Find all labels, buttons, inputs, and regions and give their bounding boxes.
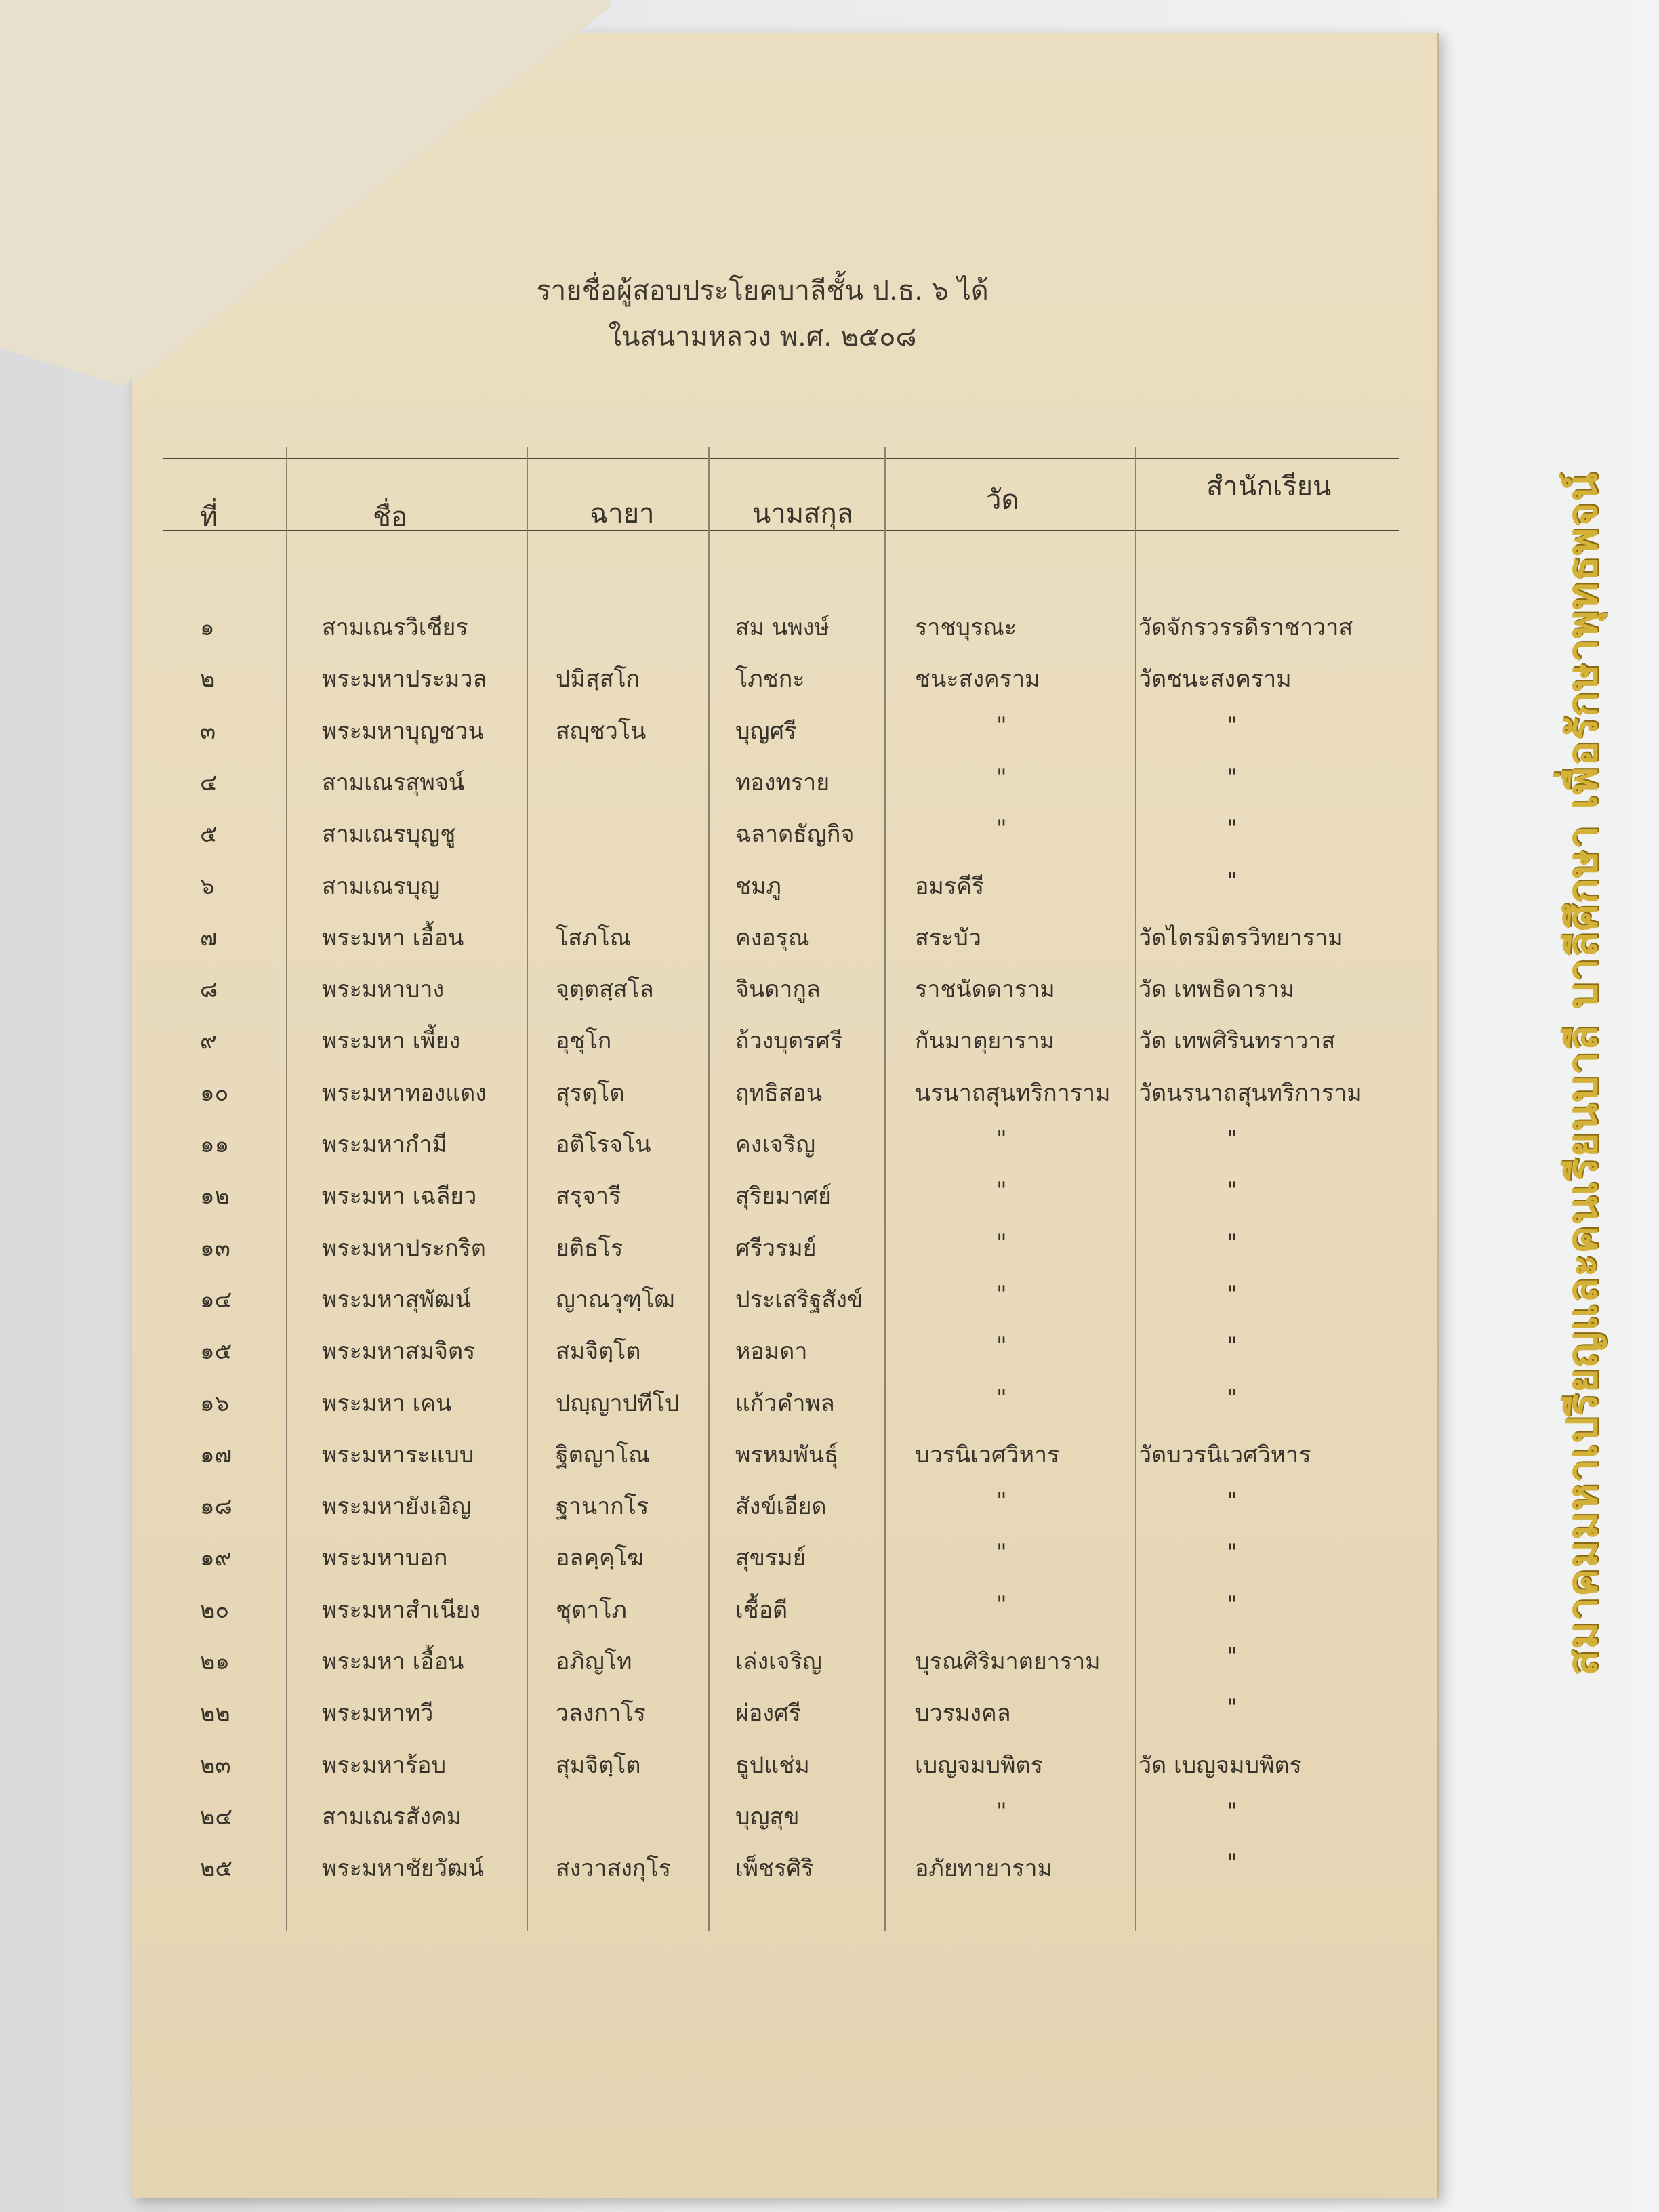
row-chaya: จฺตฺตสฺสโล	[556, 976, 654, 1004]
header-surname: นามสกุล	[752, 498, 854, 529]
row-surname: ชมภู	[735, 872, 781, 900]
row-no: ๑๘	[200, 1493, 232, 1521]
row-school: วัดจักรวรรดิราชาวาส	[1139, 614, 1353, 641]
row-no: ๑๒	[200, 1183, 230, 1210]
row-school: วัด เทพธิดาราม	[1139, 976, 1295, 1004]
row-wat: ชนะสงคราม	[915, 665, 1040, 693]
column-divider	[884, 447, 886, 1931]
row-no: ๙	[200, 1027, 217, 1055]
row-name: พระมหา เฉลียว	[322, 1183, 477, 1210]
row-no: ๔	[200, 769, 218, 796]
row-surname: หอมดา	[735, 1338, 808, 1366]
row-name: พระมหายังเอิญ	[322, 1493, 472, 1521]
row-name: พระมหาระแบบ	[322, 1441, 474, 1469]
row-chaya: ฐิตญาโณ	[556, 1441, 650, 1469]
row-no: ๑๑	[200, 1131, 230, 1158]
row-chaya: สมจิตฺโต	[556, 1338, 641, 1366]
row-no: ๑๗	[200, 1441, 232, 1469]
row-wat: "	[996, 763, 1007, 791]
row-school: "	[1227, 1229, 1237, 1256]
column-divider	[708, 447, 710, 1931]
row-name: พระมหากำมี	[322, 1131, 447, 1158]
row-name: พระมหาบุญชวน	[322, 717, 484, 745]
row-chaya: อุชุโก	[556, 1027, 612, 1055]
row-name: พระมหาบาง	[322, 976, 445, 1004]
row-surname: ฤทธิสอน	[735, 1079, 823, 1107]
row-name: พระมหา เอื้อน	[322, 924, 464, 951]
row-name: พระมหาร้อบ	[322, 1751, 447, 1779]
row-school: "	[1227, 867, 1237, 895]
row-wat: "	[996, 1126, 1007, 1153]
row-chaya: ยติธโร	[556, 1234, 623, 1262]
row-name: พระมหาชัยวัฒน์	[322, 1855, 484, 1883]
row-no: ๑๙	[200, 1544, 232, 1572]
row-wat: อภัยทายาราม	[915, 1855, 1053, 1883]
row-surname: จินดากูล	[735, 976, 821, 1004]
watermark	[1552, 447, 1613, 1701]
row-surname: สม นพงษ์	[735, 614, 830, 641]
row-wat: เบญจมบพิตร	[915, 1751, 1043, 1779]
row-wat: ราชบุรณะ	[915, 614, 1017, 641]
row-no: ๑๔	[200, 1286, 232, 1313]
row-wat: บุรณศิริมาตยาราม	[915, 1648, 1101, 1675]
header-no: ที่	[200, 501, 218, 533]
header-chaya: ฉายา	[590, 498, 655, 529]
row-name: พระมหาทองแดง	[322, 1079, 487, 1107]
row-wat: "	[996, 1280, 1007, 1308]
row-name: พระมหาบอก	[322, 1544, 448, 1572]
row-chaya: ญาณวุฑฺโฒ	[556, 1286, 675, 1313]
row-no: ๑๕	[200, 1338, 232, 1366]
row-surname: พรหมพันธุ์	[735, 1441, 838, 1469]
row-chaya: สุมจิตฺโต	[556, 1751, 641, 1779]
row-school: "	[1227, 763, 1237, 791]
row-surname: ทองทราย	[735, 769, 830, 796]
row-name: พระมหา เคน	[322, 1389, 452, 1417]
row-no: ๓	[200, 717, 216, 745]
row-no: ๒	[200, 665, 216, 693]
row-no: ๗	[200, 924, 218, 951]
row-no: ๒๐	[200, 1596, 230, 1624]
row-surname: คงเจริญ	[735, 1131, 816, 1158]
row-surname: ศรีวรมย์	[735, 1234, 817, 1262]
row-school: "	[1227, 815, 1237, 843]
row-name: พระมหาประกริต	[322, 1234, 486, 1262]
row-school: "	[1227, 1591, 1237, 1618]
row-name: พระมหาประมวล	[322, 665, 487, 693]
row-name: พระมหาสุพัฒน์	[322, 1286, 471, 1313]
row-name: สามเณรบุญชู	[322, 821, 456, 848]
row-wat: "	[996, 1177, 1007, 1205]
row-chaya: อติโรจโน	[556, 1131, 651, 1158]
header-wat: วัด	[986, 485, 1019, 516]
row-name: พระมหาทวี	[322, 1700, 434, 1727]
row-surname: แก้วคำพล	[735, 1389, 835, 1417]
column-divider	[527, 447, 528, 1931]
row-wat: "	[996, 1384, 1007, 1412]
row-wat: สระบัว	[915, 924, 981, 951]
title-line-1: รายชื่อผู้สอบประโยคบาลีชั้น ป.ธ. ๖ ได้	[536, 275, 989, 306]
title-line-2: ในสนามหลวง พ.ศ. ๒๕๐๘	[608, 321, 917, 352]
row-no: ๒๔	[200, 1803, 233, 1830]
row-no: ๒๑	[200, 1648, 230, 1675]
row-school: "	[1227, 1539, 1237, 1567]
row-chaya: ปญฺญาปทีโป	[556, 1389, 680, 1417]
row-school: "	[1227, 1332, 1237, 1360]
row-no: ๒๒	[200, 1700, 230, 1727]
row-wat: บวรมงคล	[915, 1700, 1011, 1727]
row-chaya: ชุตาโภ	[556, 1596, 627, 1624]
row-surname: เพ็ชรศิริ	[735, 1855, 814, 1883]
row-wat: "	[996, 1229, 1007, 1256]
row-surname: บุญสุข	[735, 1803, 800, 1830]
watermark-text: สมาคมมหาเปรียญและคนเรียนบาลี บาลีศึกษา เพื่อรักษาพุทธพจน์	[1557, 472, 1607, 1676]
row-no: ๕	[200, 821, 218, 848]
row-wat: ราชนัดดาราม	[915, 976, 1055, 1004]
row-name: พระมหา เอื้อน	[322, 1648, 464, 1675]
row-school: "	[1227, 1694, 1237, 1722]
row-surname: ผ่องศรี	[735, 1700, 801, 1727]
row-wat: "	[996, 1797, 1007, 1825]
row-school: "	[1227, 1280, 1237, 1308]
row-no: ๒๓	[200, 1751, 231, 1779]
row-school: "	[1227, 1177, 1237, 1205]
row-wat: "	[996, 1332, 1007, 1360]
row-school: วัดชนะสงคราม	[1139, 665, 1292, 693]
row-wat: "	[996, 1488, 1007, 1515]
row-name: พระมหาสำเนียง	[322, 1596, 481, 1624]
row-chaya: สรฺจารี	[556, 1183, 621, 1210]
row-school: "	[1227, 1488, 1237, 1515]
row-school: "	[1227, 1797, 1237, 1825]
row-school: "	[1227, 1643, 1237, 1670]
header-school: สำนักเรียน	[1206, 471, 1332, 502]
row-no: ๑๖	[200, 1389, 230, 1417]
row-chaya: สงวาสงกุโร	[556, 1855, 671, 1883]
row-no: ๒๕	[200, 1855, 233, 1883]
row-school: วัด เทพศิรินทราวาส	[1139, 1027, 1336, 1055]
row-chaya: สุรตฺโต	[556, 1079, 625, 1107]
row-school: "	[1227, 1849, 1237, 1877]
row-school: วัดนรนาถสุนทริการาม	[1139, 1079, 1362, 1107]
row-surname: ฉลาดธัญกิจ	[735, 821, 855, 848]
row-name: สามเณรบุญ	[322, 872, 441, 900]
row-wat: นรนาถสุนทริการาม	[915, 1079, 1111, 1107]
row-chaya: วลงกาโร	[556, 1700, 646, 1727]
row-chaya: ปมิสฺสโก	[556, 665, 640, 693]
row-surname: สังข์เอียด	[735, 1493, 827, 1521]
row-no: ๑๐	[200, 1079, 229, 1107]
row-surname: ถ้วงบุตรศรี	[735, 1027, 843, 1055]
row-school: วัดบวรนิเวศวิหาร	[1139, 1441, 1311, 1469]
row-wat: "	[996, 1591, 1007, 1618]
column-divider	[1135, 447, 1136, 1931]
row-name: สามเณรสังคม	[322, 1803, 462, 1830]
row-surname: ประเสริฐสังข์	[735, 1286, 863, 1313]
row-surname: บุญศรี	[735, 717, 797, 745]
results-table	[163, 407, 1410, 1898]
row-name: สามเณรสุพจน์	[322, 769, 465, 796]
row-wat: "	[996, 815, 1007, 843]
row-school: วัด เบญจมบพิตร	[1139, 1751, 1302, 1779]
row-no: ๖	[200, 872, 215, 900]
row-chaya: อภิญโท	[556, 1648, 632, 1675]
row-chaya: อลคฺคฺโฆ	[556, 1544, 644, 1572]
row-school: "	[1227, 1384, 1237, 1412]
row-wat: อมรคีรี	[915, 872, 985, 900]
row-chaya: โสภโณ	[556, 924, 632, 951]
row-surname: ธูปแช่ม	[735, 1751, 810, 1779]
document-title	[407, 268, 1118, 360]
row-chaya: ฐานากโร	[556, 1493, 649, 1521]
row-school: "	[1227, 1126, 1237, 1153]
row-surname: เล่งเจริญ	[735, 1648, 822, 1675]
row-wat: "	[996, 1539, 1007, 1567]
row-no: ๑๓	[200, 1234, 230, 1262]
row-surname: โภชกะ	[735, 665, 805, 693]
row-wat: กันมาตุยาราม	[915, 1027, 1055, 1055]
row-wat: บวรนิเวศวิหาร	[915, 1441, 1060, 1469]
row-name: พระมหาสมจิตร	[322, 1338, 476, 1366]
table-top-rule	[163, 458, 1399, 459]
row-no: ๘	[200, 976, 218, 1004]
column-divider	[286, 447, 287, 1931]
row-no: ๑	[200, 614, 215, 641]
row-wat: "	[996, 712, 1007, 739]
row-surname: สุริยมาศย์	[735, 1183, 832, 1210]
row-school: วัดไตรมิตรวิทยาราม	[1139, 924, 1343, 951]
row-chaya: สญฺชวโน	[556, 717, 647, 745]
header-name: ชื่อ	[373, 501, 408, 533]
row-surname: สุขรมย์	[735, 1544, 806, 1572]
row-name: พระมหา เพี้ยง	[322, 1027, 461, 1055]
row-school: "	[1227, 712, 1237, 739]
row-name: สามเณรวิเชียร	[322, 614, 468, 641]
row-surname: คงอรุณ	[735, 924, 810, 951]
row-surname: เชื้อดี	[735, 1596, 788, 1624]
